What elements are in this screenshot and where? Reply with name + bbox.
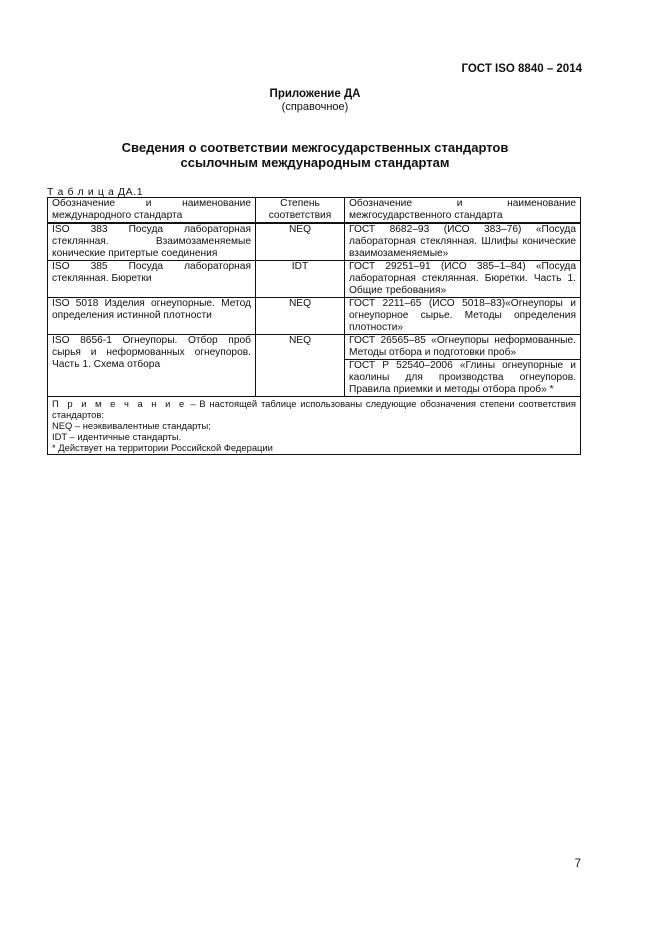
cell-national-extra: ГОСТ Р 52540–2006 «Глины огнеупорные и каолины для производства огнеупоров. Правила приемки и методы отбора проб» * xyxy=(345,360,581,397)
cell-international: ISO 8656-1 Огнеупоры. Отбор проб сырья и неформованных огнеупоров. Часть 1. Схема отбора xyxy=(48,335,256,397)
note-label: П р и м е ч а н и е xyxy=(52,398,187,409)
table-row xyxy=(48,261,581,298)
correspondence-table xyxy=(47,197,581,455)
cell-degree: NEQ xyxy=(256,335,345,397)
cell-degree: NEQ xyxy=(256,223,345,261)
cell-degree: IDT xyxy=(256,261,345,298)
cell-international: ISO 383 Посуда лабораторная стеклянная. Взаимозаменяемые конические притертые соединения xyxy=(48,223,256,261)
section-title xyxy=(0,140,630,170)
page-number: 7 xyxy=(574,858,581,870)
note-neq: NEQ – неэквивалентные стандарты; xyxy=(52,420,211,431)
note-text: – В настоящей таблице использованы следующие обозначения степени соответствия стандартов: xyxy=(52,398,576,420)
document-code: ГОСТ ISO 8840 – 2014 xyxy=(461,63,582,75)
note-intro xyxy=(52,398,576,420)
appendix-subtitle: (справочное) xyxy=(281,101,349,113)
cell-national: ГОСТ 2211–65 (ИСО 5018–83)«Огнеупоры и огнеупорное сырье. Методы определения плотности» xyxy=(345,298,581,335)
note-idt: IDT – идентичные стандарты. xyxy=(52,431,182,442)
section-title-line-1: Сведения о соответствии межгосударственных стандартов xyxy=(121,140,509,155)
column-header-international: Обозначение и наименование международного стандарта xyxy=(48,198,256,224)
cell-national: ГОСТ 29251–91 (ИСО 385–1–84) «Посуда лабораторная стеклянная. Бюретки. Часть 1. Общие требования» xyxy=(345,261,581,298)
cell-national: ГОСТ 26565–85 «Огнеупоры неформованные. Методы отбора и подготовки проб» xyxy=(345,335,581,360)
note-footnote: * Действует на территории Российской Федерации xyxy=(52,442,273,453)
table-row xyxy=(48,335,581,360)
table-caption: Т а б л и ц а ДА.1 xyxy=(47,186,144,198)
cell-international: ISO 385 Посуда лабораторная стеклянная. Бюретки xyxy=(48,261,256,298)
cell-national: ГОСТ 8682–93 (ИСО 383–76) «Посуда лабораторная стеклянная. Шлифы конические взаимозаменяемые» xyxy=(345,223,581,261)
cell-degree: NEQ xyxy=(256,298,345,335)
column-header-national: Обозначение и наименование межгосударственного стандарта xyxy=(345,198,581,224)
table-header-row xyxy=(48,198,581,224)
column-header-degree: Степень соответствия xyxy=(256,198,345,224)
table-row xyxy=(48,223,581,261)
section-title-line-2: ссылочным международным стандартам xyxy=(180,155,450,170)
appendix-title: Приложение ДА xyxy=(269,88,361,100)
table-note-row xyxy=(48,397,581,455)
table-note xyxy=(48,397,581,455)
table-row xyxy=(48,298,581,335)
cell-international: ISO 5018 Изделия огнеупорные. Метод определения истинной плотности xyxy=(48,298,256,335)
